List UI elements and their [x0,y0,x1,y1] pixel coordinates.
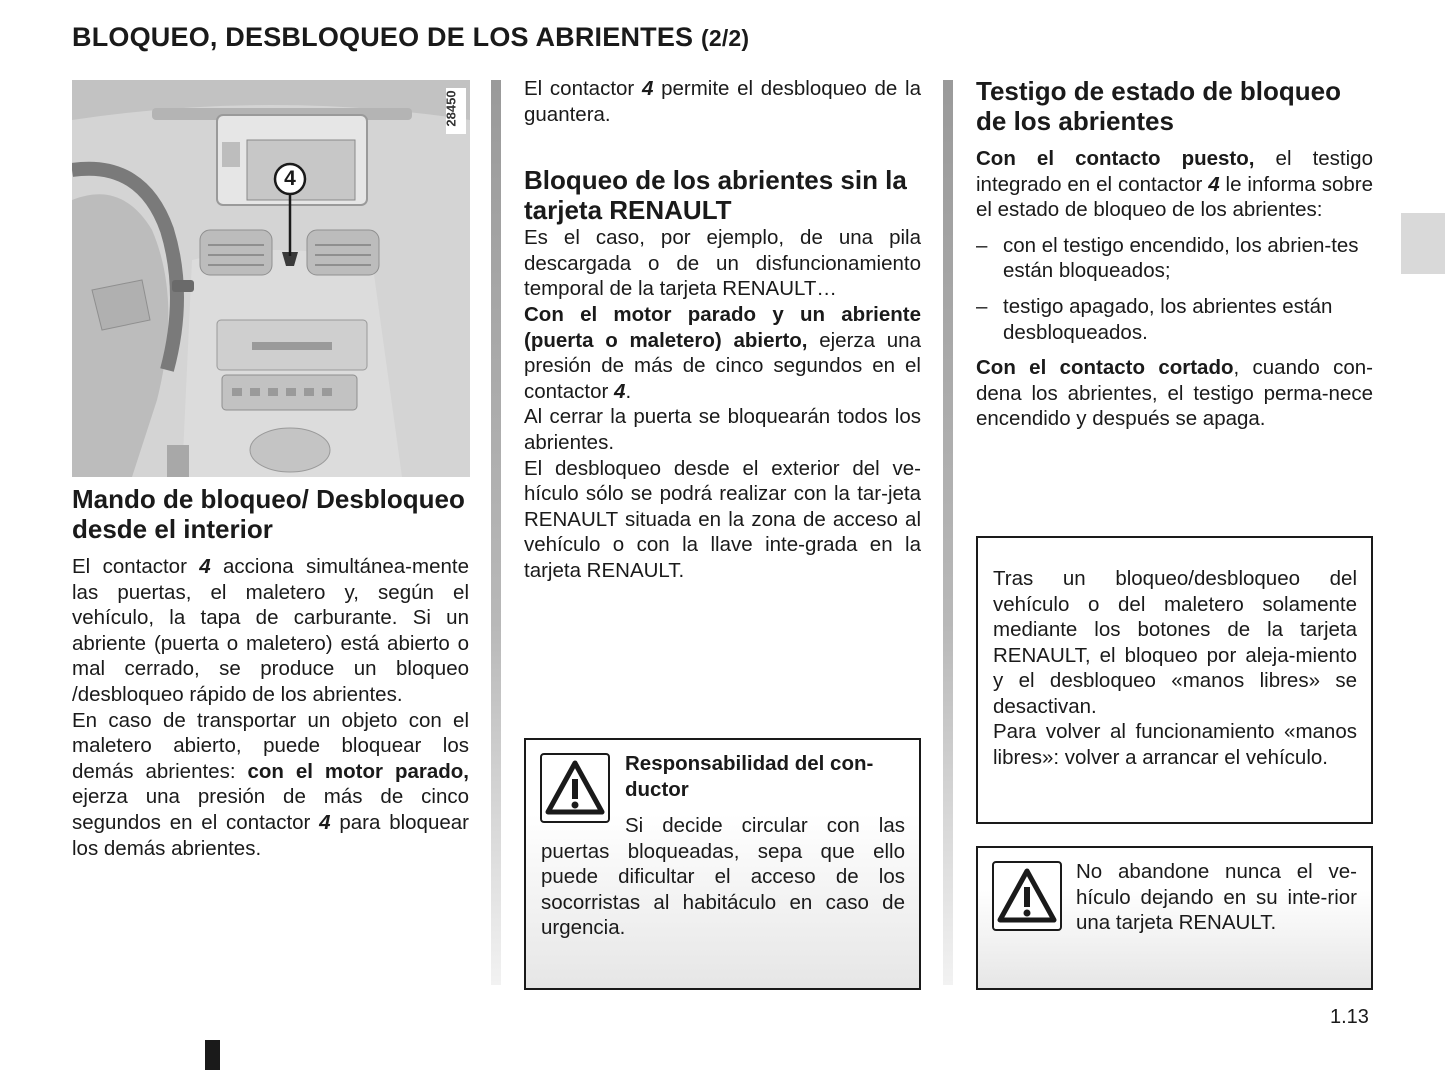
warning-text: Si decide circular con las puertas bloqueadas, sepa que ello puede dificultar el acceso de los socorristas al habitáculo en caso de urgencia. [541,814,905,940]
page-marker-bar [205,1040,220,1070]
column-3 [976,76,1373,432]
page-title-suffix: (2/2) [700,25,750,51]
col2-paragraph-2: Con el motor parado y un abriente (puerta o maletero) abierto, ejerza una presión de más de cinco segundos en el contactor 4. [524,302,921,403]
note-box-hands-free [976,536,1373,824]
contactor-ref: 4 [199,555,211,578]
list-item-locked: – con el testigo encendido, los abrien-tes están bloqueados; [976,233,1359,283]
column-2 [524,76,921,584]
col3-paragraph-2: Con el contacto cortado, cuando con-dena los abrientes, el testigo perma-nece encendido y después se apaga. [976,356,1373,431]
col1-paragraph-1: El contactor 4 acciona simultánea-mente las puertas, el maletero y, según el vehículo, la tapa de carburante. Si un abriente (puerta o maletero) está abierto o mal cerrado, se produce un bloqueo /desbloqueo rápido de los abrientes. [72,555,469,706]
contactor-ref: 4 [614,379,626,403]
column-separator-right [943,80,953,985]
warning-box-driver [524,738,921,990]
contactor-ref: 4 [641,77,654,100]
col2-heading: Bloqueo de los abrientes sin la tarjeta RENAULT [524,165,907,226]
col3-heading: Testigo de estado de bloqueo de los abrientes [976,76,1341,136]
contactor-ref: 4 [1208,172,1220,196]
warning-title: Responsabilidad del con-ductor [625,752,874,801]
warning-box-card [976,846,1373,990]
callout-number: 4 [284,167,296,190]
page-title: BLOQUEO, DESBLOQUEO DE LOS ABRIENTES (2/2) [72,22,750,52]
col1-paragraph-2: En caso de transportar un objeto con el maletero abierto, puede bloquear los demás abrientes: con el motor parado, ejerza una presión de más de cinco segundos en el contactor 4 para bloquear los demás abrientes. [72,708,469,860]
list-item-unlocked: – testigo apagado, los abrientes están desbloqueados. [976,294,1333,344]
contactor-ref: 4 [319,810,331,834]
figure-code-label [443,88,466,134]
column-separator-left [491,80,501,985]
chapter-tab [1401,213,1445,274]
col3-paragraph-1: Con el contacto puesto, el testigo integrado en el contactor 4 le informa sobre el estado de bloqueo de los abrientes: [976,147,1373,222]
page-number: 1.13 [1330,1006,1369,1028]
note-text: Tras un bloqueo/desbloqueo del vehículo o del maletero solamente mediante los botones de la tarjeta RENAULT, el bloqueo por aleja-miento y el desbloqueo «manos libres» se desactivan. [993,567,1357,718]
figure-code: 28450 [443,90,459,127]
column-1 [72,484,469,861]
note-text-2: Para volver al funcionamiento «manos libres»: volver a arrancar el vehículo. [993,720,1357,769]
col2-paragraph-3: Al cerrar la puerta se bloquearán todos los abrientes. [524,405,921,454]
warning-card-text: No abandone nunca el ve-hículo dejando en su inte-rior una tarjeta RENAULT. [1076,860,1357,935]
col2-paragraph-1: Es el caso, por ejemplo, de una pila descargada o de un disfuncionamiento temporal de la tarjeta RENAULT… [524,226,921,301]
col2-intro: El contactor 4 permite el desbloqueo de la guantera. [524,77,921,126]
col1-heading: Mando de bloqueo/ Desbloqueo desde el interior [72,484,465,544]
warning-triangle-icon [992,861,1062,931]
col2-paragraph-4: El desbloqueo desde el exterior del ve-hículo sólo se podrá realizar con la tar-jeta RENAULT situada en la zona de acceso al vehículo o con la llave inte-grada en la tarjeta RENAULT. [524,456,921,582]
dashboard-illustration [72,80,470,477]
